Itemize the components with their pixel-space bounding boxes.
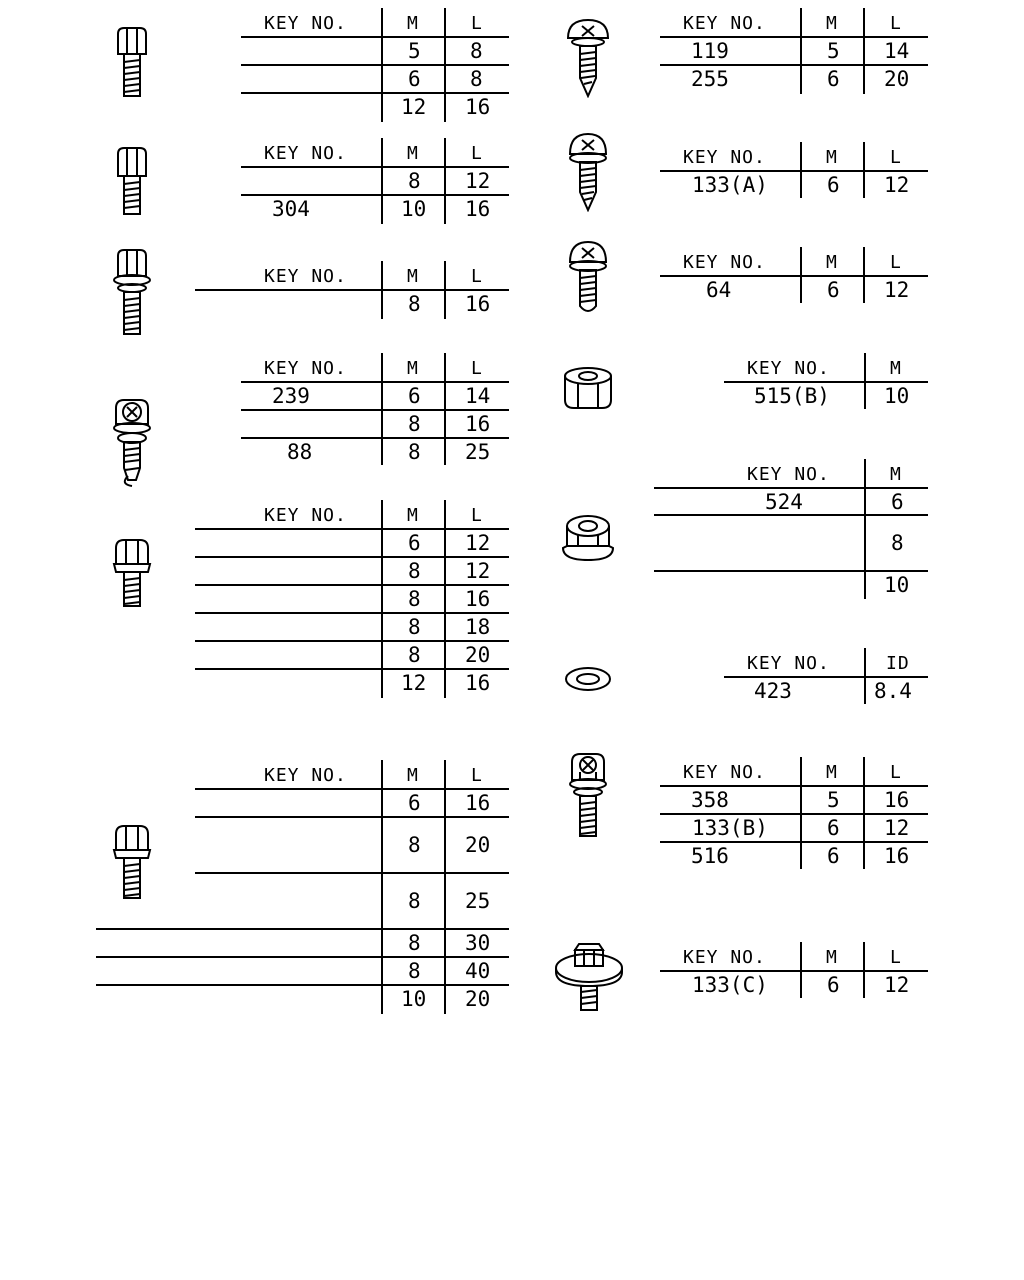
l-cell: 30 (465, 931, 491, 955)
rule (241, 64, 509, 66)
col-divider (863, 942, 865, 998)
m-cell: 6 (827, 278, 840, 302)
key-header: KEY NO. (683, 947, 766, 968)
m-cell: 8 (891, 531, 904, 555)
l-header: L (471, 765, 483, 786)
key-header: KEY NO. (264, 143, 347, 164)
rule (96, 984, 509, 986)
l-cell: 16 (884, 844, 910, 868)
l-header: L (890, 252, 902, 273)
m-cell: 5 (827, 788, 840, 812)
l-header: L (890, 147, 902, 168)
col-divider (864, 353, 866, 409)
m-header: M (407, 505, 419, 526)
rule (195, 788, 509, 790)
m-cell: 6 (827, 67, 840, 91)
rule (195, 289, 509, 291)
m-cell: 10 (401, 987, 427, 1011)
l-cell: 12 (465, 169, 491, 193)
id-cell: 8.4 (874, 679, 912, 703)
col-divider (381, 138, 383, 224)
l-cell: 16 (465, 292, 491, 316)
hex-nut-icon (560, 364, 616, 414)
m-cell: 5 (408, 39, 421, 63)
l-cell: 25 (465, 440, 491, 464)
l-cell: 12 (884, 278, 910, 302)
col-divider (863, 142, 865, 198)
l-cell: 12 (884, 973, 910, 997)
key-header: KEY NO. (264, 266, 347, 287)
key-header: KEY NO. (683, 762, 766, 783)
cross-head-bolt-icon (106, 396, 158, 490)
m-cell: 8 (408, 440, 421, 464)
col-divider (864, 459, 866, 599)
l-header: L (890, 947, 902, 968)
col-divider (444, 8, 446, 122)
m-header: M (407, 143, 419, 164)
key-header: KEY NO. (264, 358, 347, 379)
l-cell: 20 (884, 67, 910, 91)
hex-flange-bolt-icon (108, 536, 156, 610)
m-header: M (407, 765, 419, 786)
m-cell: 8 (408, 931, 421, 955)
flange-nut-icon (560, 512, 616, 564)
rule (195, 584, 509, 586)
key-cell: 358 (691, 788, 729, 812)
key-cell: 304 (272, 197, 310, 221)
rule (660, 841, 928, 843)
key-cell: 515(B) (754, 384, 830, 408)
l-cell: 18 (465, 615, 491, 639)
col-divider (381, 8, 383, 122)
tapping-screw-icon (564, 238, 612, 318)
col-divider (381, 353, 383, 465)
m-header: M (826, 13, 838, 34)
key-cell: 133(A) (692, 173, 768, 197)
m-cell: 6 (408, 384, 421, 408)
col-divider (381, 500, 383, 698)
hex-bolt-washer-icon (552, 940, 626, 1014)
m-cell: 10 (884, 573, 910, 597)
key-cell: 516 (691, 844, 729, 868)
l-cell: 16 (465, 412, 491, 436)
m-cell: 6 (408, 67, 421, 91)
m-header: M (826, 147, 838, 168)
rule (96, 928, 509, 930)
l-cell: 8 (470, 67, 483, 91)
m-header: M (826, 252, 838, 273)
key-cell: 255 (691, 67, 729, 91)
m-cell: 8 (408, 643, 421, 667)
key-cell: 119 (691, 39, 729, 63)
l-header: L (890, 13, 902, 34)
rule (195, 640, 509, 642)
col-divider (864, 648, 866, 704)
rule (660, 970, 928, 972)
col-divider (444, 261, 446, 319)
key-header: KEY NO. (264, 765, 347, 786)
m-header: M (890, 464, 902, 485)
l-header: L (890, 762, 902, 783)
rule (195, 872, 509, 874)
col-divider (381, 760, 383, 1014)
m-cell: 8 (408, 292, 421, 316)
rule (654, 514, 928, 516)
m-cell: 6 (827, 973, 840, 997)
l-cell: 14 (884, 39, 910, 63)
m-cell: 12 (401, 95, 427, 119)
l-cell: 12 (884, 173, 910, 197)
rule (241, 409, 509, 411)
key-header: KEY NO. (264, 13, 347, 34)
col-divider (863, 8, 865, 94)
rule (241, 437, 509, 439)
rule (724, 381, 928, 383)
l-cell: 16 (465, 587, 491, 611)
rule (654, 487, 928, 489)
m-cell: 10 (401, 197, 427, 221)
key-cell: 133(B) (692, 816, 768, 840)
rule (660, 275, 928, 277)
m-cell: 8 (408, 959, 421, 983)
m-cell: 6 (827, 173, 840, 197)
rule (195, 556, 509, 558)
m-cell: 6 (827, 844, 840, 868)
col-divider (800, 8, 802, 94)
key-header: KEY NO. (683, 147, 766, 168)
m-cell: 8 (408, 587, 421, 611)
l-cell: 16 (465, 791, 491, 815)
tapping-screw-icon (564, 130, 612, 212)
m-header: M (826, 762, 838, 783)
m-cell: 12 (401, 671, 427, 695)
col-divider (800, 757, 802, 869)
rule (724, 676, 928, 678)
key-cell: 64 (706, 278, 732, 302)
key-header: KEY NO. (747, 653, 830, 674)
m-header: M (407, 266, 419, 287)
m-cell: 6 (891, 490, 904, 514)
rule (195, 816, 509, 818)
col-divider (800, 942, 802, 998)
key-cell: 88 (287, 440, 313, 464)
l-cell: 16 (884, 788, 910, 812)
key-header: KEY NO. (747, 464, 830, 485)
m-header: M (890, 358, 902, 379)
rule (241, 194, 509, 196)
rule (195, 528, 509, 530)
col-divider (444, 760, 446, 1014)
l-header: L (471, 266, 483, 287)
col-divider (444, 353, 446, 465)
l-cell: 40 (465, 959, 491, 983)
m-header: M (826, 947, 838, 968)
m-cell: 5 (827, 39, 840, 63)
l-cell: 12 (465, 559, 491, 583)
col-divider (381, 261, 383, 319)
m-cell: 8 (408, 615, 421, 639)
rule (660, 170, 928, 172)
l-cell: 12 (465, 531, 491, 555)
rule (241, 36, 509, 38)
l-cell: 16 (465, 95, 491, 119)
col-divider (800, 247, 802, 303)
hex-flange-bolt-icon (106, 246, 158, 338)
rule (654, 570, 928, 572)
col-divider (444, 500, 446, 698)
l-cell: 25 (465, 889, 491, 913)
rule (195, 612, 509, 614)
m-cell: 8 (408, 412, 421, 436)
key-cell: 524 (765, 490, 803, 514)
key-header: KEY NO. (683, 13, 766, 34)
m-cell: 8 (408, 889, 421, 913)
m-cell: 6 (408, 531, 421, 555)
l-cell: 8 (470, 39, 483, 63)
hex-bolt-icon (110, 24, 154, 100)
rule (241, 166, 509, 168)
key-cell: 423 (754, 679, 792, 703)
key-cell: 239 (272, 384, 310, 408)
l-cell: 16 (465, 671, 491, 695)
l-header: L (471, 505, 483, 526)
m-cell: 6 (408, 791, 421, 815)
rule (660, 813, 928, 815)
hex-flange-bolt-icon (108, 822, 156, 902)
col-divider (863, 757, 865, 869)
cross-hex-bolt-icon (564, 750, 612, 840)
hex-bolt-icon (110, 144, 154, 218)
l-header: L (471, 143, 483, 164)
key-header: KEY NO. (747, 358, 830, 379)
m-cell: 6 (827, 816, 840, 840)
key-cell: 133(C) (692, 973, 768, 997)
m-header: M (407, 13, 419, 34)
rule (195, 668, 509, 670)
l-cell: 12 (884, 816, 910, 840)
tapping-screw-icon (564, 16, 612, 98)
m-cell: 8 (408, 169, 421, 193)
flat-washer-icon (562, 664, 614, 694)
col-divider (800, 142, 802, 198)
l-cell: 20 (465, 643, 491, 667)
m-cell: 8 (408, 833, 421, 857)
rule (241, 92, 509, 94)
col-divider (863, 247, 865, 303)
l-cell: 14 (465, 384, 491, 408)
l-cell: 20 (465, 987, 491, 1011)
l-header: L (471, 13, 483, 34)
rule (660, 64, 928, 66)
key-header: KEY NO. (264, 505, 347, 526)
key-header: KEY NO. (683, 252, 766, 273)
rule (660, 785, 928, 787)
m-header: M (407, 358, 419, 379)
m-cell: 10 (884, 384, 910, 408)
rule (96, 956, 509, 958)
m-cell: 8 (408, 559, 421, 583)
l-cell: 16 (465, 197, 491, 221)
col-divider (444, 138, 446, 224)
l-header: L (471, 358, 483, 379)
rule (241, 381, 509, 383)
id-header: ID (886, 653, 910, 674)
l-cell: 20 (465, 833, 491, 857)
rule (660, 36, 928, 38)
